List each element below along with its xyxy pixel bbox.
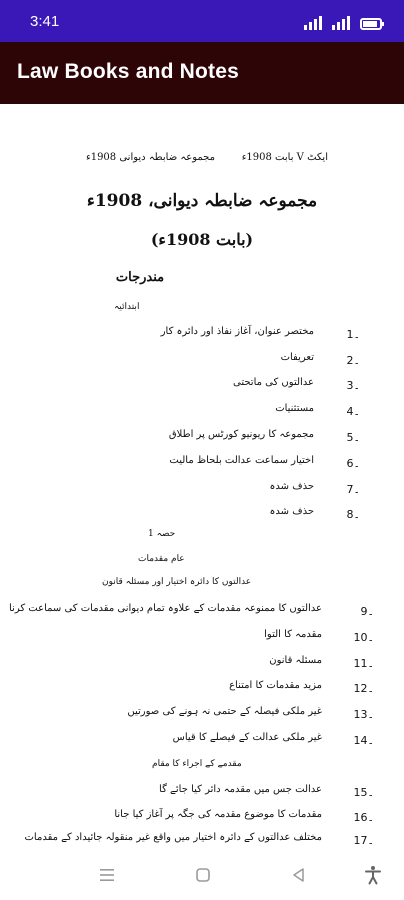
contents-item-text[interactable]: مزید مقدمات کا امتناع <box>229 680 322 691</box>
battery-icon <box>360 18 382 30</box>
contents-item-number: 4۔ <box>346 405 360 418</box>
contents-item-text[interactable]: مسئلہ قانون <box>269 655 322 666</box>
document-title: مجموعہ ضابطہ دیوانی، 1908ء <box>86 191 318 211</box>
contents-item-number: 2۔ <box>346 354 360 367</box>
contents-item-number: 15۔ <box>353 786 374 799</box>
signal-icon <box>304 16 322 30</box>
header-act-number: ایکٹ V بابت 1908ء <box>241 152 328 163</box>
contents-item-text[interactable]: عدالتوں کا ممنوعہ مقدمات کے علاوہ تمام دیوانی مقدمات کی سماعت کرنا <box>9 603 322 614</box>
accessibility-icon-glyph <box>364 865 382 885</box>
status-icons <box>304 14 382 30</box>
contents-item-text[interactable]: غیر ملکی فیصلہ کے حتمی نہ ہونے کی صورتیں <box>127 706 322 717</box>
contents-item-text[interactable]: مجموعہ کا ریونیو کورٹس پر اطلاق <box>168 429 314 440</box>
place-of-suing-label: مقدمے کے اجراء کا مقام <box>152 759 242 769</box>
document-page[interactable] <box>0 104 404 850</box>
contents-item-text[interactable]: عدالتوں کی ماتحتی <box>232 377 314 388</box>
jurisdiction-label: عدالتوں کا دائرہ اختیار اور مسئلہ قانون <box>102 577 252 587</box>
contents-item-number: 11۔ <box>353 657 374 670</box>
contents-item-number: 14۔ <box>353 734 374 747</box>
home-icon[interactable] <box>190 862 216 888</box>
navigation-bar <box>0 850 404 900</box>
back-icon[interactable] <box>286 862 312 888</box>
menu-icon[interactable] <box>94 862 120 888</box>
contents-item-text[interactable]: مقدمہ کا التوا <box>264 629 322 640</box>
contents-item-text[interactable]: حذف شدہ <box>269 481 314 492</box>
preliminary-label: ابتدائیہ <box>114 302 140 312</box>
contents-item-number: 1۔ <box>346 328 360 341</box>
general-suits-label: عام مقدمات <box>138 554 185 564</box>
header-code-name: مجموعہ ضابطہ دیوانی 1908ء <box>86 152 215 163</box>
contents-item-number: 12۔ <box>353 682 374 695</box>
contents-item-text[interactable]: اختیار سماعت عدالت بلحاظ مالیت <box>169 455 314 466</box>
contents-item-number: 9۔ <box>360 605 374 618</box>
document-subtitle: (بابت 1908ء) <box>150 230 254 249</box>
status-time: 3:41 <box>30 13 60 30</box>
contents-item-number: 3۔ <box>346 379 360 392</box>
signal-2-icon <box>332 16 350 30</box>
accessibility-icon[interactable] <box>360 862 386 888</box>
contents-item-text[interactable]: مختصر عنوان، آغاز نفاذ اور دائرہ کار <box>160 326 314 337</box>
app-title: Law Books and Notes <box>17 60 240 83</box>
contents-item-number: 5۔ <box>346 431 360 444</box>
contents-item-number: 13۔ <box>353 708 374 721</box>
contents-item-text[interactable]: تعریفات <box>280 352 314 363</box>
contents-item-text[interactable]: عدالت جس میں مقدمہ دائر کیا جائے گا <box>159 784 322 795</box>
menu-icon-glyph <box>98 867 116 883</box>
contents-item-text[interactable]: مقدمات کا موضوع مقدمہ کی جگہ پر آغاز کیا جانا <box>114 809 322 820</box>
contents-item-text[interactable]: مستثنیات <box>275 403 314 414</box>
contents-item-text[interactable]: حذف شدہ <box>269 506 314 517</box>
contents-item-number: 6۔ <box>346 457 360 470</box>
contents-item-number: 16۔ <box>353 811 374 824</box>
app-bar <box>0 42 404 104</box>
part-label: حصہ 1 <box>148 529 176 539</box>
status-bar <box>0 0 404 42</box>
contents-item-number: 10۔ <box>353 631 374 644</box>
contents-heading: مندرجات <box>115 270 165 285</box>
contents-item-number: 8۔ <box>346 508 360 521</box>
back-icon-glyph <box>291 867 307 883</box>
contents-item-number: 7۔ <box>346 483 360 496</box>
contents-item-number: 17۔ <box>353 834 374 847</box>
contents-item-text[interactable]: مختلف عدالتوں کے دائرہ اختیار میں واقع غیر منقولہ جائیداد کے مقدمات <box>24 832 322 843</box>
contents-item-text[interactable]: غیر ملکی عدالت کے فیصلے کا قیاس <box>172 732 322 743</box>
home-icon-glyph <box>195 867 211 883</box>
